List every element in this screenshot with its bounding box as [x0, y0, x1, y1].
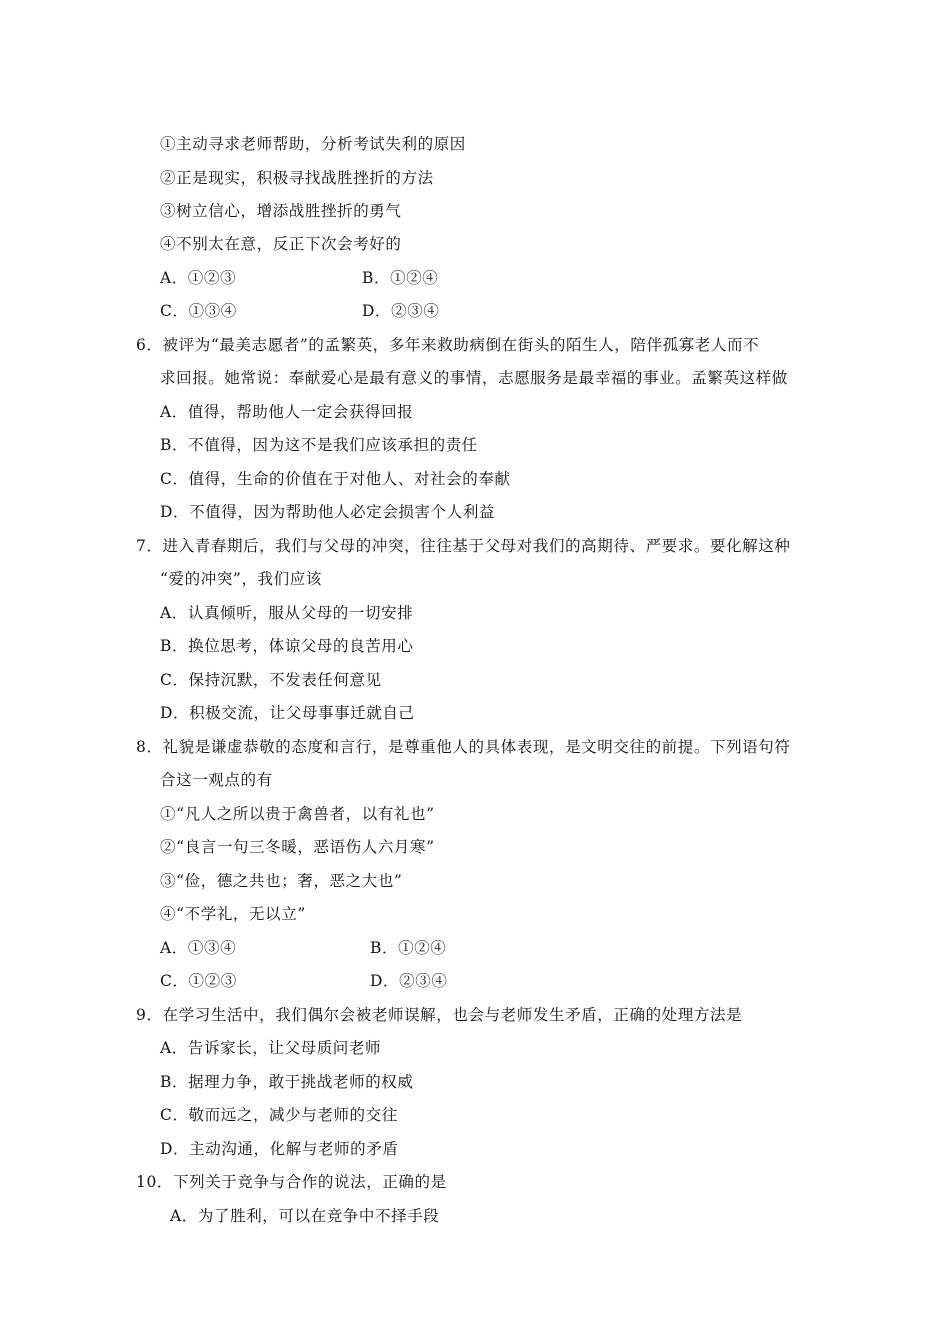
q5-statement-1: ①主动寻求老师帮助，分析考试失利的原因	[160, 135, 466, 153]
q8-statement-3: ③“俭，德之共也；奢，恶之大也”	[160, 872, 403, 890]
q6-stem-line-2: 求回报。她常说：奉献爱心是最有意义的事情，志愿服务是最幸福的事业。孟繁英这样做	[160, 369, 788, 387]
q8-statement-4: ④“不学礼，无以立”	[160, 905, 306, 923]
q8-statement-1: ①“凡人之所以贵于禽兽者，以有礼也”	[160, 805, 435, 823]
q5-option-c: C．①③④	[160, 302, 237, 320]
q8-statement-2: ②“良言一句三冬暖，恶语伤人六月寒”	[160, 838, 435, 856]
q5-statement-4: ④不别太在意，反正下次会考好的	[160, 235, 402, 253]
q9-stem: 9．在学习生活中，我们偶尔会被老师误解，也会与老师发生矛盾，正确的处理方法是	[136, 1006, 743, 1024]
q9-option-a: A．告诉家长，让父母质问老师	[160, 1039, 382, 1057]
q5-option-a: A．①②③	[160, 269, 237, 287]
q5-option-d: D．②③④	[362, 302, 440, 320]
q6-option-b: B．不值得，因为这不是我们应该承担的责任	[160, 436, 478, 454]
q6-option-a: A．值得，帮助他人一定会获得回报	[160, 403, 414, 421]
q5-statement-2: ②正是现实，积极寻找战胜挫折的方法	[160, 169, 434, 187]
q8-option-d: D．②③④	[370, 972, 448, 990]
q7-stem-line-1: 7．进入青春期后，我们与父母的冲突，往往基于父母对我们的高期待、严要求。要化解这种	[136, 537, 791, 555]
q9-option-d: D．主动沟通，化解与老师的矛盾	[160, 1140, 399, 1158]
q7-option-b: B．换位思考，体谅父母的良苦用心	[160, 637, 414, 655]
q8-stem-line-1: 8．礼貌是谦虚恭敬的态度和言行，是尊重他人的具体表现，是文明交往的前提。下列语句符	[136, 738, 791, 756]
q8-option-a: A．①③④	[160, 939, 237, 957]
q6-option-d: D．不值得，因为帮助他人必定会损害个人利益	[160, 503, 496, 521]
q7-option-a: A．认真倾听，服从父母的一切安排	[160, 604, 414, 622]
q7-option-d: D．积极交流，让父母事事迁就自己	[160, 704, 415, 722]
q8-option-b: B．①②④	[370, 939, 447, 957]
q8-option-c: C．①②③	[160, 972, 237, 990]
q10-option-a: A．为了胜利，可以在竞争中不择手段	[170, 1207, 440, 1225]
q6-option-c: C．值得，生命的价值在于对他人、对社会的奉献	[160, 470, 511, 488]
q5-option-b: B．①②④	[362, 269, 439, 287]
q9-option-c: C．敬而远之，减少与老师的交往	[160, 1106, 398, 1124]
q8-stem-line-2: 合这一观点的有	[160, 771, 273, 789]
q6-stem-line-1: 6．被评为“最美志愿者”的孟繁英，多年来救助病倒在街头的陌生人，陪伴孤寡老人而不	[136, 336, 760, 354]
q9-option-b: B．据理力争，敢于挑战老师的权威	[160, 1073, 414, 1091]
q7-stem-line-2: “爱的冲突”，我们应该	[160, 570, 322, 588]
q7-option-c: C．保持沉默，不发表任何意见	[160, 671, 382, 689]
q10-stem: 10．下列关于竞争与合作的说法，正确的是	[136, 1173, 447, 1191]
q5-statement-3: ③树立信心，增添战胜挫折的勇气	[160, 202, 402, 220]
